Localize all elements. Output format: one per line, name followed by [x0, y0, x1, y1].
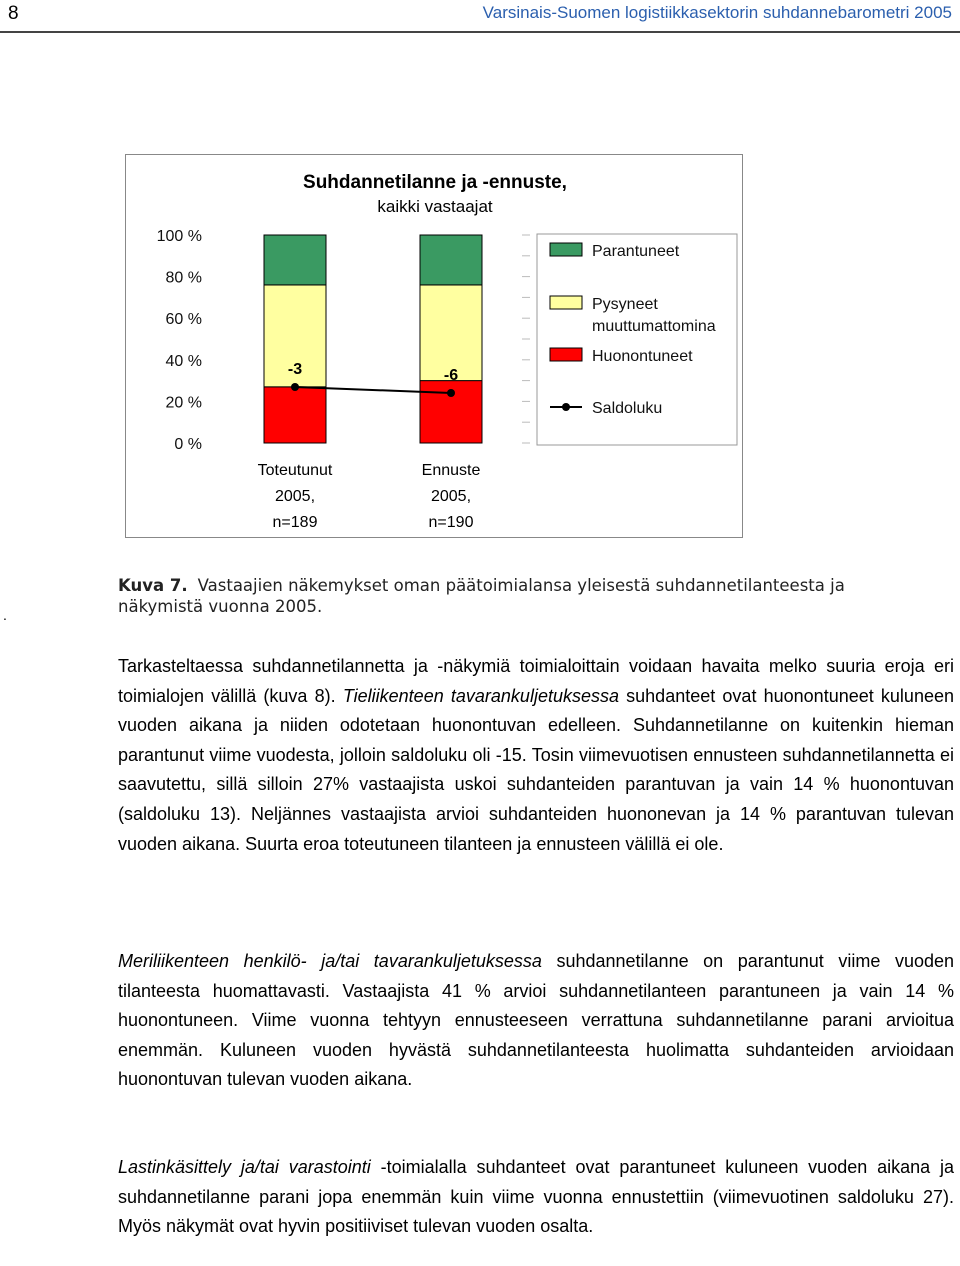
saldoluku-label: -3 [287, 361, 303, 378]
category-label: Ennuste [421, 462, 481, 479]
caption-label: Kuva 7. [118, 576, 188, 595]
bar-segment-parantuneet [420, 235, 482, 285]
category-label: n=190 [428, 514, 474, 531]
running-header: Varsinais-Suomen logistiikkasektorin suhdannebarometri 2005 [482, 3, 952, 22]
saldoluku-label: -6 [443, 367, 459, 384]
stray-mark: . [3, 607, 7, 623]
text-run: suhdanteet ovat huonontuneet kuluneen vuoden aikana ja niiden odotetaan huonontuvan edelleen. Suhdannetilanne on kuitenkin hieman parantunut viime vuodesta, jolloin saldoluku oli -15. Tosin viimevuotisen ennusteen suhdannetilannetta ei saavutettu, sillä silloin 27% vastaajista uskoi suhdanteiden parantuvan ja vain 14 % huonontuvan (saldoluku 13). Neljännes vastaajista arvioi suhdanteiden huononevan ja 14 % parantuvan tulevan vuoden aikana. Suurta eroa toteutuneen tilanteen ja ennusteen välillä ei ole. [118, 685, 954, 854]
italic-term: Meriliikenteen henkilö- ja/tai tavarankuljetuksessa [118, 951, 542, 971]
legend-label: muuttumattomina [592, 318, 716, 335]
legend-label: Huonontuneet [592, 348, 693, 365]
chart-title-line2: kaikki vastaajat [377, 197, 493, 216]
text-run: -toimialalla suhdanteet ovat parantuneet kuluneen vuoden aikana ja suhdannetilanne parani jopa enemmän kuin viime vuonna ennustettiin (viimevuotinen saldoluku 27). Myös näkymät ovat hyvin positiiviset tulevan vuoden osalta. [118, 1157, 954, 1237]
legend-label: Pysyneet [592, 296, 658, 313]
legend-swatch [550, 296, 582, 309]
text-run: suhdannetilanne on parantunut viime vuoden tilanteesta huomattavasti. Vastaajista 41 % arvioi suhdannetilanteen parantuneen ja vain 14 % huonontuneen. Viime vuonna tehtyyn ennusteeseen verrattuna suhdannetilanne parani arvioitua enemmän. Kuluneen vuoden hyvästä suhdannetilanteesta huolimatta suhdanteiden arvioidaan huonontuvan tulevan vuoden aikana. [118, 951, 954, 1090]
y-tick-label: 100 % [156, 228, 202, 245]
bar-segment-parantuneet [264, 235, 326, 285]
y-tick-label: 40 % [165, 352, 202, 370]
italic-term: Lastinkäsittely ja/tai varastointi [118, 1157, 371, 1177]
saldoluku-point [291, 383, 299, 391]
header-rule [0, 31, 960, 33]
legend-marker [562, 403, 570, 411]
category-label: 2005, [430, 488, 472, 505]
y-tick-label: 20 % [165, 394, 202, 412]
figure-caption [118, 575, 928, 617]
page-number: 8 [8, 3, 19, 24]
bar-segment-huonontuneet [264, 387, 326, 443]
y-tick-label: 60 % [165, 311, 202, 329]
chart-title-line1: Suhdannetilanne ja -ennuste, [303, 172, 567, 193]
y-tick-label: 0 % [174, 436, 202, 453]
italic-term: Tieliikenteen tavarankuljetuksessa [342, 685, 619, 706]
caption-text: Vastaajien näkemykset oman päätoimialansa yleisestä suhdannetilanteesta ja näkymistä vuonna 2005. [118, 576, 845, 616]
stacked-bar-chart [126, 155, 744, 539]
chart-frame [125, 154, 743, 538]
paragraph-2 [118, 947, 954, 1095]
category-label: 2005, [274, 488, 316, 505]
saldoluku-point [447, 389, 455, 397]
legend-label: Parantuneet [592, 243, 680, 260]
paragraph-3 [118, 1153, 954, 1242]
legend-swatch [550, 243, 582, 256]
text-run: Tarkasteltaessa suhdannetilannetta ja -näkymiä toimialoittain voidaan havaita melko suuria eroja eri toimialojen välillä (kuva 8). [118, 656, 954, 706]
y-tick-label: 80 % [165, 269, 202, 287]
legend-label: Saldoluku [592, 400, 663, 417]
paragraph-1 [118, 652, 954, 859]
category-label: Toteutunut [257, 462, 333, 479]
category-label: n=189 [272, 514, 318, 531]
legend-swatch [550, 348, 582, 361]
